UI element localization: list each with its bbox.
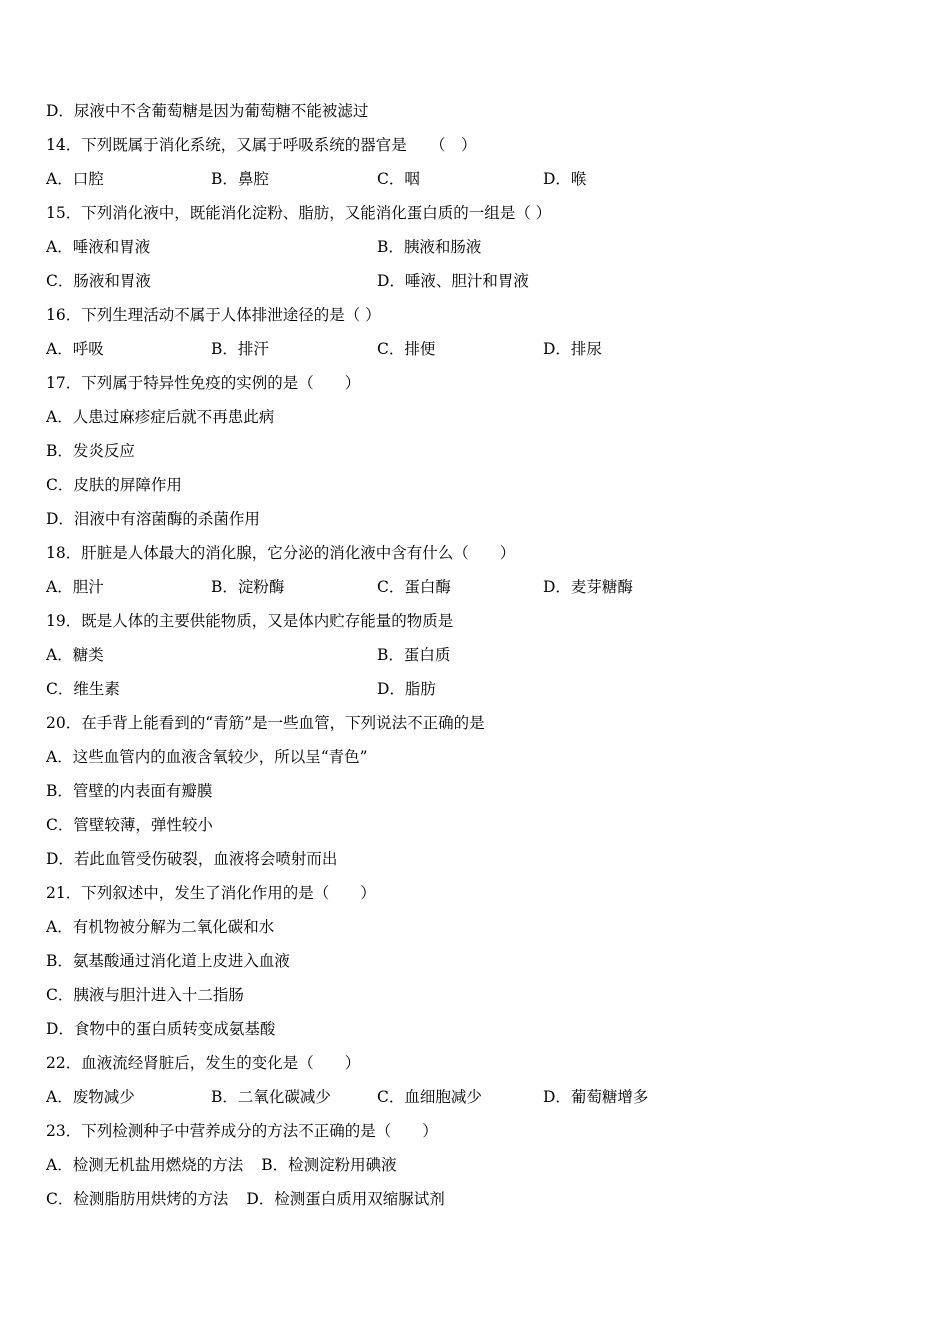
answer-option: D．脂肪 — [377, 680, 436, 698]
question-stem: 17．下列属于特异性免疫的实例的是（ ） — [46, 374, 361, 392]
answer-option: A．唾液和胃液 — [46, 238, 151, 256]
answer-option: B．淀粉酶 — [211, 578, 285, 596]
answer-option: D．喉 — [543, 170, 587, 188]
answer-option: C．管壁较薄，弹性较小 — [46, 816, 213, 834]
answer-option: A．有机物被分解为二氧化碳和水 — [46, 918, 275, 936]
question-stem: 16．下列生理活动不属于人体排泄途径的是（ ） — [46, 306, 381, 324]
question-stem: 23．下列检测种子中营养成分的方法不正确的是（ ） — [46, 1122, 438, 1140]
answer-option: D．尿液中不含葡萄糖是因为葡萄糖不能被滤过 — [46, 102, 369, 120]
answer-option: A．胆汁 — [46, 578, 104, 596]
answer-option: A．人患过麻疹症后就不再患此病 — [46, 408, 275, 426]
answer-option: C．肠液和胃液 — [46, 272, 151, 290]
answer-option: D．若此血管受伤破裂，血液将会喷射而出 — [46, 850, 338, 868]
answer-option: A．这些血管内的血液含氧较少，所以呈“青色” — [46, 748, 368, 766]
answer-option: C．胰液与胆汁进入十二指肠 — [46, 986, 244, 1004]
option-row — [46, 1182, 445, 1216]
answer-option: A．口腔 — [46, 170, 104, 188]
answer-option: B．氨基酸通过消化道上皮进入血液 — [46, 952, 290, 970]
question-stem: 19．既是人体的主要供能物质，又是体内贮存能量的物质是 — [46, 612, 454, 630]
answer-option: A．糖类 — [46, 646, 104, 664]
answer-option: A．呼吸 — [46, 340, 104, 358]
answer-option: D．检测蛋白质用双缩脲试剂 — [246, 1190, 445, 1208]
answer-option: B．二氧化碳减少 — [211, 1088, 331, 1106]
question-stem: 20．在手背上能看到的“青筋”是一些血管，下列说法不正确的是 — [46, 714, 485, 732]
answer-option: B．蛋白质 — [377, 646, 451, 664]
answer-option: A．废物减少 — [46, 1088, 135, 1106]
answer-option: C．咽 — [377, 170, 420, 188]
answer-option: C．皮肤的屏障作用 — [46, 476, 182, 494]
option-row — [46, 1148, 397, 1182]
answer-option: D．唾液、胆汁和胃液 — [377, 272, 529, 290]
answer-option: B．发炎反应 — [46, 442, 135, 460]
answer-option: B．检测淀粉用碘液 — [261, 1156, 397, 1174]
question-stem: 18．肝脏是人体最大的消化腺，它分泌的消化液中含有什么（ ） — [46, 544, 516, 562]
question-stem: 15．下列消化液中，既能消化淀粉、脂肪，又能消化蛋白质的一组是（ ） — [46, 204, 552, 222]
answer-option: D．葡萄糖增多 — [543, 1088, 649, 1106]
answer-option: A．检测无机盐用燃烧的方法 — [46, 1156, 244, 1174]
question-stem: 22．血液流经肾脏后，发生的变化是（ ） — [46, 1054, 361, 1072]
answer-option: C．维生素 — [46, 680, 120, 698]
answer-option: C．排便 — [377, 340, 436, 358]
answer-option: B．鼻腔 — [211, 170, 269, 188]
answer-option: D．麦芽糖酶 — [543, 578, 633, 596]
answer-option: D．食物中的蛋白质转变成氨基酸 — [46, 1020, 276, 1038]
question-stem: 21．下列叙述中，发生了消化作用的是（ ） — [46, 884, 376, 902]
answer-option: B．排汗 — [211, 340, 269, 358]
answer-option: D．泪液中有溶菌酶的杀菌作用 — [46, 510, 260, 528]
answer-option: B．胰液和肠液 — [377, 238, 482, 256]
answer-option: D．排尿 — [543, 340, 602, 358]
question-stem: 14．下列既属于消化系统，又属于呼吸系统的器官是 （ ） — [46, 136, 477, 154]
answer-option: C．检测脂肪用烘烤的方法 — [46, 1190, 229, 1208]
answer-option: C．蛋白酶 — [377, 578, 451, 596]
answer-option: C．血细胞减少 — [377, 1088, 482, 1106]
answer-option: B．管壁的内表面有瓣膜 — [46, 782, 213, 800]
